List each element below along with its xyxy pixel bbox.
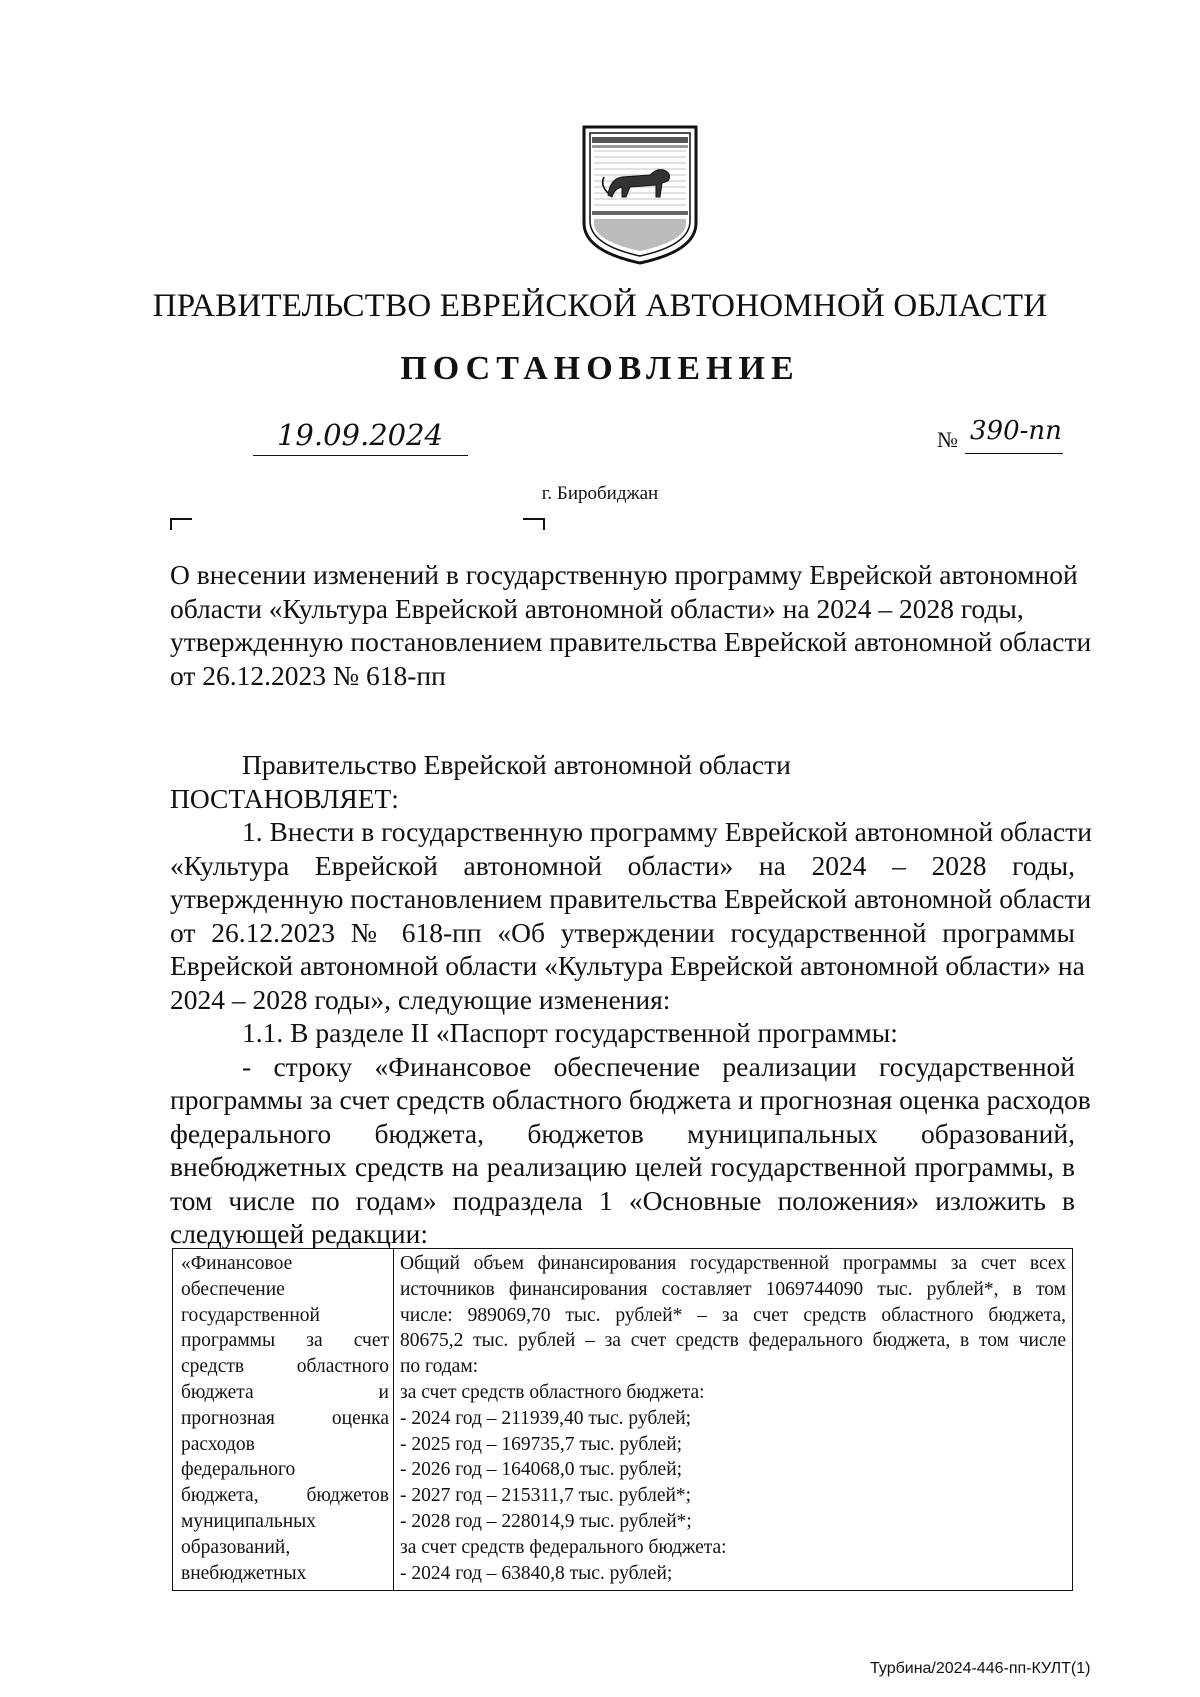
subject-line: утвержденную постановлением правительства Еврейской автономной области	[170, 626, 1092, 657]
date-underline	[253, 455, 468, 456]
cell-line: государственной	[181, 1304, 320, 1326]
table-cell-value	[394, 1249, 1073, 1591]
cell-line: - 2028 год – 228014,9 тыс. рублей*;	[400, 1510, 692, 1532]
government-title: ПРАВИТЕЛЬСТВО ЕВРЕЙСКОЙ АВТОНОМНОЙ ОБЛАСТИ	[152, 288, 1048, 324]
financing-table	[172, 1248, 1073, 1591]
title-corner-left	[170, 518, 192, 530]
cell-line: - 2024 год – 211939,40 тыс. рублей;	[400, 1407, 692, 1429]
table-row	[173, 1249, 1073, 1591]
item11-line: 1.1. В разделе II «Паспорт государственной программы:	[242, 1017, 898, 1048]
dash-line: внебюджетных средств на реализацию целей государственной программы, в	[170, 1151, 1075, 1182]
cell-line: за счет средств областного бюджета:	[400, 1381, 705, 1403]
cell-line: 80675,2 тыс. рублей – за счет средств федерального бюджета, в том числе	[400, 1330, 1066, 1352]
cell-line: числе: 989069,70 тыс. рублей* – за счет средств областного бюджета,	[400, 1304, 1066, 1326]
document-date: 19.09.2024	[276, 418, 444, 452]
dash-line: - строку «Финансовое обеспечение реализации государственной	[242, 1050, 1075, 1082]
document-subject	[170, 558, 1092, 692]
cell-line: образований,	[181, 1536, 291, 1558]
dash-line: федерального бюджета, бюджетов муниципальных образований,	[170, 1117, 1075, 1149]
cell-line: бюджета и	[181, 1381, 389, 1403]
cell-line: - 2026 год – 164068,0 тыс. рублей;	[400, 1459, 683, 1481]
dash-line: том числе по годам» подраздела 1 «Основные положения» изложить в	[170, 1184, 1075, 1216]
cell-line: прогнозная оценка	[181, 1407, 389, 1429]
cell-line: за счет средств федерального бюджета:	[400, 1536, 727, 1558]
cell-line: по годам:	[400, 1356, 479, 1378]
document-type-title: ПОСТАНОВЛЕНИЕ	[400, 350, 800, 387]
dash-line: следующей редакции:	[170, 1218, 428, 1249]
title-corner-right	[523, 518, 545, 530]
subject-line: О внесении изменений в государственную программу Еврейской автономной	[170, 559, 1078, 590]
subject-line: от 26.12.2023 № 618-пп	[170, 659, 446, 691]
cell-line: программы за счет	[181, 1330, 389, 1352]
coat-of-arms-emblem	[580, 123, 700, 266]
cell-line: федерального	[181, 1459, 296, 1481]
item1-line: утвержденную постановлением правительства Еврейской автономной области	[170, 883, 1092, 914]
number-underline	[965, 453, 1063, 454]
dash-line: программы за счет средств областного бюджета и прогнозная оценка расходов	[170, 1084, 1091, 1115]
document-body	[170, 748, 1092, 1251]
intro-line: Правительство Еврейской автономной области	[242, 749, 791, 780]
cell-line: расходов	[181, 1433, 255, 1455]
item1-line: от 26.12.2023 № 618-пп «Об утверждении государственной программы	[170, 916, 1075, 948]
item1-line: «Культура Еврейской автономной области» на 2024 – 2028 годы,	[170, 849, 1075, 881]
cell-line: источников финансирования составляет 1069744090 тыс. рублей*, в том	[400, 1278, 1066, 1300]
document-number: 390-пп	[970, 416, 1062, 446]
number-label: №	[937, 427, 958, 452]
cell-line: обеспечение	[181, 1278, 285, 1300]
cell-line: средств областного	[181, 1356, 389, 1378]
cell-line: Общий объем финансирования государственной программы за счет всех	[400, 1253, 1066, 1274]
cell-line: - 2025 год – 169735,7 тыс. рублей;	[400, 1433, 683, 1455]
table-cell-label	[173, 1249, 394, 1591]
footer-code: Турбина/2024-446-пп-КУЛТ(1)	[870, 1660, 1091, 1677]
cell-line: «Финансовое	[181, 1253, 293, 1274]
item1-line: Еврейской автономной области «Культура Еврейской автономной области» на	[170, 950, 1085, 981]
cell-line: - 2027 год – 215311,7 тыс. рублей*;	[400, 1485, 692, 1507]
subject-line: области «Культура Еврейской автономной области» на 2024 – 2028 годы,	[170, 592, 1024, 624]
cell-line: - 2024 год – 63840,8 тыс. рублей;	[400, 1562, 673, 1584]
resolves-line: ПОСТАНОВЛЯЕТ:	[170, 782, 399, 814]
item1-line: 2024 – 2028 годы», следующие изменения:	[170, 983, 671, 1015]
cell-line: муниципальных	[181, 1510, 317, 1532]
cell-line: внебюджетных	[181, 1562, 307, 1584]
cell-line: бюджета, бюджетов	[181, 1485, 389, 1507]
item1-line: 1. Внести в государственную программу Еврейской автономной области	[242, 816, 1092, 847]
city-name: г. Биробиджан	[541, 483, 659, 504]
